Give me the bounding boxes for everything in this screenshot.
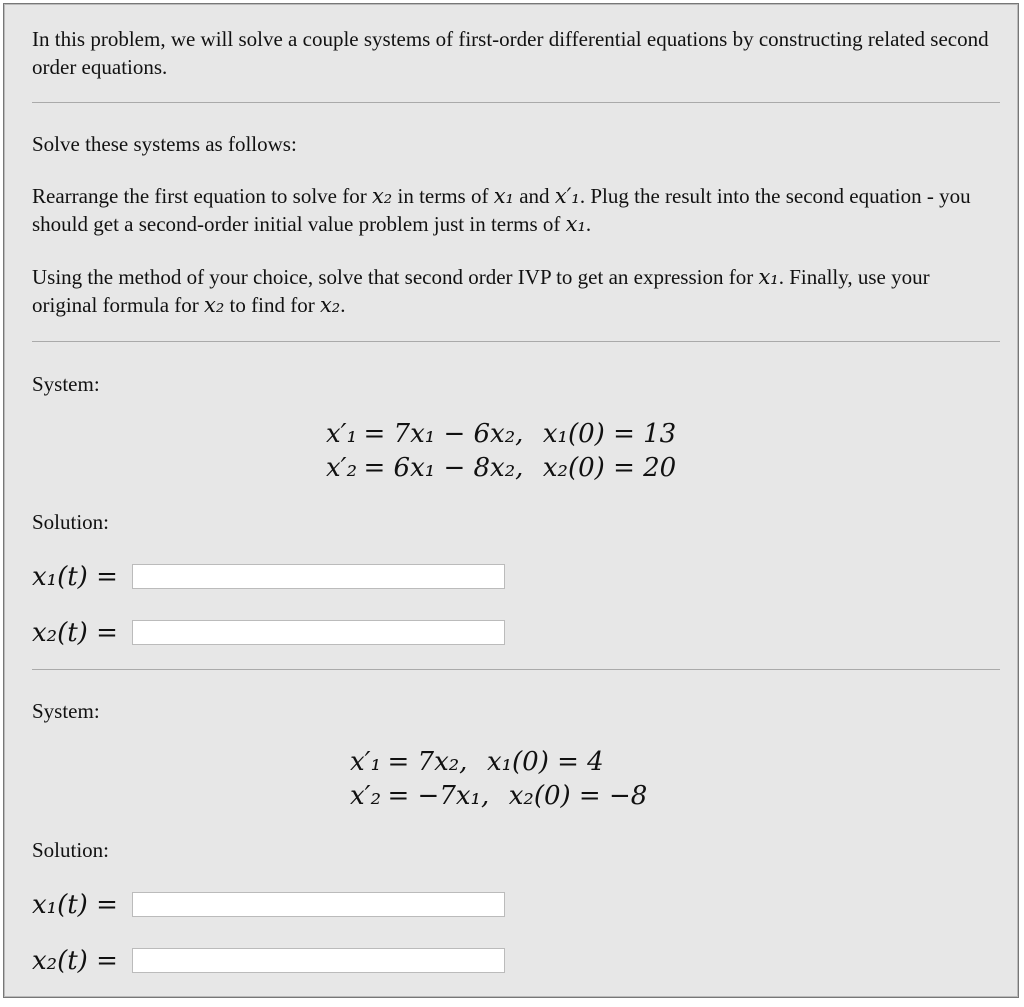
equation-row: x′₂ = −7x₁, x₂(0) = −8 [350, 781, 648, 811]
system-1-x2-input[interactable] [132, 620, 505, 645]
intro-text: In this problem, we will solve a couple systems of first-order differential equations by constructing related second order equations. [32, 27, 989, 79]
system-1-x1-input[interactable] [132, 564, 505, 589]
math-x1: x₁ [565, 212, 586, 236]
divider-3 [32, 669, 1000, 670]
answer-row-x1 [32, 560, 118, 592]
answer-label: x₂(t) = [32, 946, 118, 977]
system-2-x2-input[interactable] [132, 948, 505, 973]
solution-label: Solution: [32, 510, 110, 534]
math-x2: x₂ [319, 293, 341, 317]
solution-label: Solution: [32, 838, 110, 862]
divider-2 [32, 341, 1000, 342]
math-x2: x₂ [371, 184, 393, 208]
answer-label: x₁(t) = [32, 890, 118, 921]
system-2-equations [350, 745, 647, 813]
answer-label: x₂(t) = [32, 618, 118, 649]
equation-row: x′₁ = 7x₂, x₁(0) = 4 [350, 747, 604, 777]
system-2-x1-input[interactable] [132, 892, 505, 917]
step1-text: Rearrange the first equation to solve for x₂ in terms of x₁ and x′₁. Plug the result into the second equation - you should get a second-order initial value problem just in terms of x₁. [32, 184, 971, 236]
answer-row-x2 [32, 944, 118, 976]
system-label: System: [32, 699, 100, 723]
math-x1-prime: x′₁ [554, 184, 580, 208]
math-x2: x₂ [204, 293, 225, 317]
instructions-heading: Solve these systems as follows: [32, 132, 297, 156]
answer-row-x1 [32, 888, 118, 920]
divider-1 [32, 102, 1000, 103]
system-1-equations [326, 417, 676, 485]
answer-label: x₁(t) = [32, 562, 118, 593]
equation-row: x′₁ = 7x₁ − 6x₂, x₁(0) = 13 [326, 419, 677, 449]
math-x1: x₁ [758, 265, 779, 289]
step2-text: Using the method of your choice, solve that second order IVP to get an expression for x₁. Finally, use your original formula for x₂ to find for x₂. [32, 265, 930, 317]
answer-row-x2 [32, 616, 118, 648]
math-x1: x₁ [493, 184, 514, 208]
equation-row: x′₂ = 6x₁ − 8x₂, x₂(0) = 20 [326, 453, 677, 483]
system-label: System: [32, 372, 100, 396]
problem-panel [3, 3, 1019, 998]
